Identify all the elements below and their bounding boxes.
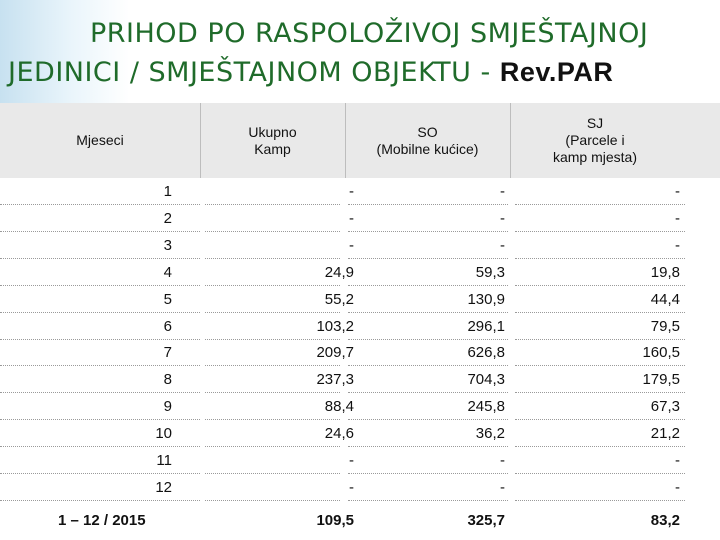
cell-so: 704,3 [467,371,505,389]
table-row [0,448,720,474]
table-row [0,394,720,420]
row-divider [348,473,508,474]
row-divider [0,204,200,205]
cell-month: 4 [163,263,172,281]
title-line-1: PRIHOD PO RASPOLOŽIVOJ SMJEŠTAJNOJ [90,18,649,49]
row-divider [205,312,340,313]
header-month [0,103,200,178]
cell-month: 6 [163,317,172,335]
row-divider [0,419,200,420]
row-divider [348,258,508,259]
cell-month: 5 [163,290,172,308]
revpar-table [0,103,720,540]
cell-so: 626,8 [467,344,505,362]
header-so [345,103,510,178]
row-divider [515,392,685,393]
cell-so: - [500,236,505,254]
cell-total: 209,7 [316,344,354,362]
row-divider [515,204,685,205]
title-line-2 [8,57,613,88]
row-divider [0,473,200,474]
cell-total: 24,9 [324,263,354,281]
row-divider [348,285,508,286]
cell-so: 130,9 [467,290,505,308]
table-row [0,421,720,447]
cell-sj: - [675,209,680,227]
cell-total: - [349,209,354,227]
cell-sj: - [675,236,680,254]
row-divider [205,365,340,366]
cell-so: - [500,209,505,227]
cell-total: 24,6 [324,425,354,443]
cell-total: - [349,183,354,200]
cell-month: 12 [155,478,172,496]
cell-month: 3 [163,236,172,254]
row-divider [348,446,508,447]
header-divider [200,103,201,178]
row-divider [515,446,685,447]
row-divider [348,500,508,501]
table-row [0,287,720,313]
cell-month: 2 [163,209,172,227]
cell-total: - [349,452,354,469]
title-revpar: Rev.PAR [499,57,614,87]
header-sj [510,103,680,178]
cell-so: 296,1 [467,317,505,335]
cell-sj: 44,4 [650,290,680,308]
cell-total: 88,4 [324,398,354,416]
cell-sj: 79,5 [650,317,680,335]
cell-total: 109,5 [316,511,354,529]
cell-total: 55,2 [324,290,354,308]
cell-so: 59,3 [475,263,505,281]
cell-so: - [500,183,505,200]
table-row [0,260,720,286]
header-sj-line-2: (Parcele i [565,132,625,148]
row-divider [515,231,685,232]
cell-so: 36,2 [475,425,505,443]
cell-sj: - [675,452,680,469]
cell-sj: 21,2 [650,425,680,443]
row-divider [205,258,340,259]
slide-title [0,0,720,100]
row-divider [0,446,200,447]
row-divider [0,339,200,340]
header-so-text [377,124,479,158]
row-divider [348,231,508,232]
row-divider [205,446,340,447]
cell-total: 103,2 [316,317,354,335]
row-divider [348,392,508,393]
table-row [0,367,720,393]
row-divider [515,500,685,501]
cell-sj: - [675,478,680,496]
cell-month: 7 [163,344,172,362]
cell-so: 325,7 [467,511,505,529]
header-total-text [248,124,296,158]
row-divider [0,285,200,286]
row-divider [0,258,200,259]
row-divider [205,392,340,393]
header-so-line-2: (Mobilne kućice) [376,140,479,157]
row-divider [348,339,508,340]
cell-month: 11 [156,452,172,469]
row-divider [348,365,508,366]
row-divider [515,473,685,474]
row-divider [205,339,340,340]
row-divider [205,285,340,286]
row-divider [0,231,200,232]
row-divider [0,500,200,501]
header-total-line-2: Kamp [254,140,291,157]
row-divider [515,419,685,420]
header-total [205,103,340,178]
row-divider [205,500,340,501]
header-sj-line-3: kamp mjesta) [552,149,638,165]
table-row [0,314,720,340]
cell-sj: 83,2 [650,511,680,529]
cell-sj: 160,5 [642,344,680,362]
cell-sj: 179,5 [642,371,680,389]
cell-month: 1 [163,183,172,200]
row-divider [0,365,200,366]
row-divider [0,312,200,313]
row-divider [515,258,685,259]
header-total-line-1: Ukupno [248,123,297,140]
row-divider [0,392,200,393]
table-row [0,206,720,232]
cell-so: - [500,452,505,469]
row-divider [348,312,508,313]
table-row [0,475,720,501]
row-divider [205,204,340,205]
header-sj-line-1: SJ [586,115,604,131]
cell-sj: 67,3 [650,398,680,416]
row-divider [205,231,340,232]
cell-month: 1 – 12 / 2015 [58,511,146,529]
row-divider [515,285,685,286]
cell-total: 237,3 [316,371,354,389]
header-so-line-1: SO [417,123,438,140]
cell-sj: 19,8 [650,263,680,281]
cell-so: - [500,478,505,496]
total-row [0,508,720,534]
cell-month: 8 [163,371,172,389]
row-divider [348,419,508,420]
table-row [0,233,720,259]
cell-total: - [349,478,354,496]
row-divider [515,339,685,340]
table-row [0,179,720,205]
row-divider [515,312,685,313]
title-line-2-text: JEDINICI / SMJEŠTAJNOM OBJEKTU - [8,57,500,88]
cell-month: 10 [155,425,172,443]
row-divider [348,204,508,205]
header-month-label: Mjeseci [76,132,124,148]
cell-so: 245,8 [467,398,505,416]
row-divider [515,365,685,366]
header-sj-text [553,115,637,166]
cell-month: 9 [163,398,172,416]
row-divider [205,473,340,474]
row-divider [205,419,340,420]
table-row [0,340,720,366]
cell-sj: - [675,183,680,200]
table-header [0,103,720,178]
cell-total: - [349,236,354,254]
